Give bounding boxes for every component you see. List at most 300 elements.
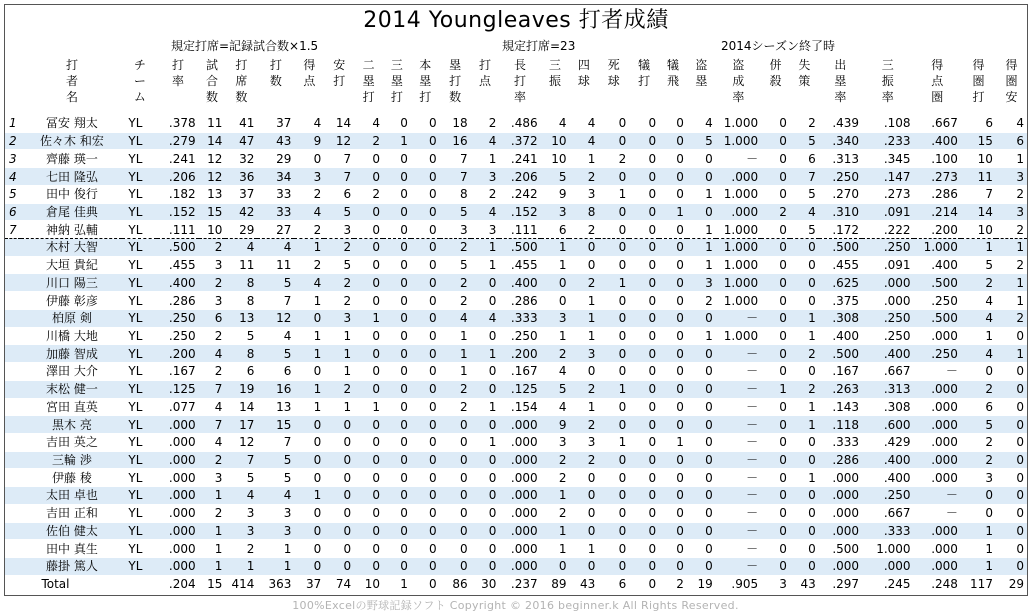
stat-cell: 0 bbox=[411, 398, 440, 416]
stat-cell: 7 bbox=[790, 168, 819, 186]
stat-cell: 0 bbox=[569, 256, 598, 274]
total-cell: 43 bbox=[569, 575, 598, 593]
stat-cell: 0 bbox=[294, 363, 324, 381]
stat-cell: .241 bbox=[499, 150, 540, 168]
stat-cell: 1 bbox=[687, 327, 716, 345]
stat-cell: 0 bbox=[411, 203, 440, 221]
stat-cell: 0 bbox=[996, 416, 1027, 434]
stat-cell: 1.000 bbox=[716, 327, 761, 345]
stat-cell: 4 bbox=[541, 398, 570, 416]
stat-cell: 7 bbox=[225, 451, 257, 469]
stat-cell: .233 bbox=[862, 132, 914, 150]
stat-cell: 3 bbox=[257, 522, 294, 540]
stat-cell: .125 bbox=[157, 380, 198, 398]
stat-cell: 0 bbox=[659, 327, 687, 345]
stat-cell: .200 bbox=[914, 221, 961, 239]
stat-cell: 8 bbox=[225, 345, 257, 363]
stat-cell: 2 bbox=[199, 327, 226, 345]
rank-cell bbox=[5, 239, 21, 257]
stat-cell: 0 bbox=[687, 345, 716, 363]
player-name: 伊藤 稜 bbox=[21, 469, 122, 487]
team-cell: YL bbox=[122, 309, 157, 327]
player-name: 神納 弘輔 bbox=[21, 221, 122, 239]
stat-cell: 47 bbox=[225, 132, 257, 150]
stat-cell: 0 bbox=[354, 540, 383, 558]
stat-cell: 2 bbox=[961, 451, 996, 469]
stat-cell: 9 bbox=[541, 185, 570, 203]
stat-cell: 4 bbox=[569, 115, 598, 132]
stat-cell: 0 bbox=[294, 522, 324, 540]
stat-cell: 1 bbox=[440, 363, 471, 381]
stat-cell: 1 bbox=[961, 239, 996, 257]
stat-cell: 34 bbox=[257, 168, 294, 186]
stat-cell: 4 bbox=[569, 132, 598, 150]
stat-cell: 4 bbox=[961, 345, 996, 363]
stat-cell: 0 bbox=[761, 416, 790, 434]
stat-cell: 1.000 bbox=[716, 132, 761, 150]
stat-cell: 0 bbox=[629, 239, 659, 257]
stat-cell: 43 bbox=[257, 132, 294, 150]
stat-cell: 0 bbox=[411, 433, 440, 451]
stat-cell: 0 bbox=[324, 451, 354, 469]
stat-cell: .000 bbox=[914, 327, 961, 345]
stat-cell: 0 bbox=[383, 327, 411, 345]
stat-cell: 0 bbox=[659, 380, 687, 398]
stat-cell: 2 bbox=[996, 256, 1027, 274]
stat-cell: 0 bbox=[996, 504, 1027, 522]
stat-cell: 0 bbox=[383, 487, 411, 505]
stat-cell: .000 bbox=[716, 203, 761, 221]
rank-cell bbox=[5, 274, 21, 292]
stat-cell: － bbox=[716, 150, 761, 168]
table-row bbox=[5, 504, 1027, 522]
stat-cell: 0 bbox=[383, 150, 411, 168]
total-cell: 2 bbox=[659, 575, 687, 593]
stat-cell: 0 bbox=[761, 274, 790, 292]
stat-cell: 2 bbox=[569, 168, 598, 186]
stat-cell: 0 bbox=[687, 469, 716, 487]
column-header: 出 塁 率 bbox=[834, 58, 847, 104]
page-title: 2014 Youngleaves 打者成績 bbox=[363, 8, 669, 33]
stat-cell: 0 bbox=[996, 363, 1027, 381]
stat-cell: 0 bbox=[659, 557, 687, 575]
stat-cell: 0 bbox=[761, 221, 790, 239]
stat-cell: 3 bbox=[225, 504, 257, 522]
stat-cell: 0 bbox=[659, 239, 687, 257]
stat-cell: 0 bbox=[629, 504, 659, 522]
stat-cell: 33 bbox=[257, 203, 294, 221]
stat-cell: 1 bbox=[961, 327, 996, 345]
stat-cell: 0 bbox=[659, 416, 687, 434]
stat-cell: .263 bbox=[819, 380, 862, 398]
stat-cell: 13 bbox=[257, 398, 294, 416]
stat-cell: 0 bbox=[411, 522, 440, 540]
stat-cell: 4 bbox=[961, 292, 996, 310]
stat-cell: 0 bbox=[411, 239, 440, 257]
stat-cell: 1 bbox=[996, 345, 1027, 363]
stat-cell: 5 bbox=[324, 256, 354, 274]
stat-cell: 8 bbox=[225, 292, 257, 310]
stat-cell: 0 bbox=[471, 363, 500, 381]
stat-cell: 1 bbox=[961, 540, 996, 558]
stat-cell: .667 bbox=[862, 504, 914, 522]
stat-cell: 1 bbox=[199, 487, 226, 505]
stat-cell: .167 bbox=[819, 363, 862, 381]
stat-cell: 0 bbox=[411, 416, 440, 434]
stat-cell: 3 bbox=[324, 221, 354, 239]
stat-cell: 2 bbox=[569, 380, 598, 398]
column-header bbox=[5, 55, 21, 115]
stat-cell: 0 bbox=[411, 309, 440, 327]
stat-cell: 0 bbox=[659, 132, 687, 150]
stat-cell: 0 bbox=[687, 540, 716, 558]
team-cell: YL bbox=[122, 239, 157, 257]
stat-cell: 2 bbox=[294, 256, 324, 274]
stat-cell: 0 bbox=[354, 274, 383, 292]
column-header: 打 席 数 bbox=[235, 58, 248, 104]
stat-cell: － bbox=[716, 363, 761, 381]
stat-cell: 2 bbox=[569, 274, 598, 292]
player-name: 冨安 翔太 bbox=[21, 115, 122, 132]
stat-cell: 0 bbox=[471, 522, 500, 540]
total-cell: .204 bbox=[157, 575, 198, 593]
stat-cell: .000 bbox=[157, 557, 198, 575]
stat-cell: 1 bbox=[541, 256, 570, 274]
total-cell: .297 bbox=[819, 575, 862, 593]
stat-cell: 0 bbox=[354, 256, 383, 274]
stat-cell: 0 bbox=[411, 327, 440, 345]
stat-cell: .273 bbox=[914, 168, 961, 186]
stat-cell: 1 bbox=[687, 221, 716, 239]
stat-cell: 0 bbox=[629, 168, 659, 186]
stat-cell: 0 bbox=[598, 398, 629, 416]
stat-cell: 7 bbox=[440, 150, 471, 168]
stat-cell: 10 bbox=[541, 132, 570, 150]
stat-cell: 1 bbox=[324, 327, 354, 345]
total-cell: 15 bbox=[199, 575, 226, 593]
stat-cell: .400 bbox=[157, 274, 198, 292]
stat-cell: 1 bbox=[294, 398, 324, 416]
stat-cell: .400 bbox=[819, 327, 862, 345]
column-header: 失 策 bbox=[798, 58, 811, 88]
stat-cell: 0 bbox=[996, 451, 1027, 469]
stat-cell: 1 bbox=[199, 557, 226, 575]
team-cell: YL bbox=[122, 168, 157, 186]
rank-cell bbox=[5, 292, 21, 310]
stat-cell: 11 bbox=[961, 168, 996, 186]
stat-cell: 0 bbox=[629, 363, 659, 381]
stat-cell: 2 bbox=[541, 451, 570, 469]
table-row bbox=[5, 185, 1027, 203]
total-cell: 30 bbox=[471, 575, 500, 593]
stat-cell: .000 bbox=[157, 487, 198, 505]
stat-cell: 0 bbox=[354, 380, 383, 398]
stat-cell: 0 bbox=[629, 451, 659, 469]
stat-cell: 0 bbox=[598, 540, 629, 558]
stat-cell: 5 bbox=[225, 469, 257, 487]
total-cell: 6 bbox=[598, 575, 629, 593]
rank-cell bbox=[5, 557, 21, 575]
stat-cell: .000 bbox=[914, 416, 961, 434]
stat-cell: 0 bbox=[687, 416, 716, 434]
stat-cell: 0 bbox=[471, 487, 500, 505]
table-row bbox=[5, 203, 1027, 221]
stat-cell: 0 bbox=[761, 540, 790, 558]
column-header: 四 球 bbox=[577, 58, 590, 88]
stat-cell: .250 bbox=[862, 239, 914, 257]
player-name: 柏原 剣 bbox=[21, 309, 122, 327]
stat-cell: 6 bbox=[790, 150, 819, 168]
stat-cell: 3 bbox=[687, 274, 716, 292]
stat-cell: 0 bbox=[598, 504, 629, 522]
stat-cell: 0 bbox=[294, 557, 324, 575]
stat-cell: .250 bbox=[914, 292, 961, 310]
stat-cell: .273 bbox=[862, 185, 914, 203]
stat-cell: 0 bbox=[294, 540, 324, 558]
stat-cell: 0 bbox=[687, 150, 716, 168]
column-header: 死 球 bbox=[607, 58, 620, 88]
stat-cell: .000 bbox=[499, 557, 540, 575]
stat-cell: 1 bbox=[659, 203, 687, 221]
stat-cell: .250 bbox=[862, 487, 914, 505]
stat-cell: 0 bbox=[961, 487, 996, 505]
stat-cell: .286 bbox=[819, 451, 862, 469]
stat-cell: 1 bbox=[257, 540, 294, 558]
stat-cell: 0 bbox=[324, 433, 354, 451]
rank-cell bbox=[5, 416, 21, 434]
player-name: 加藤 智成 bbox=[21, 345, 122, 363]
stat-cell: 3 bbox=[996, 168, 1027, 186]
column-header: 本 塁 打 bbox=[419, 58, 432, 104]
total-cell: 86 bbox=[440, 575, 471, 593]
stat-cell: 0 bbox=[354, 522, 383, 540]
stat-cell: 1 bbox=[996, 274, 1027, 292]
team-cell: YL bbox=[122, 256, 157, 274]
stat-cell: 1 bbox=[790, 469, 819, 487]
stat-cell: 0 bbox=[687, 504, 716, 522]
stat-cell: 1.000 bbox=[716, 115, 761, 132]
player-name: 澤田 大介 bbox=[21, 363, 122, 381]
stat-cell: 0 bbox=[961, 363, 996, 381]
table-row bbox=[5, 239, 1027, 257]
total-cell bbox=[5, 575, 21, 593]
stat-cell: 0 bbox=[598, 345, 629, 363]
stat-cell: 0 bbox=[294, 309, 324, 327]
stat-cell: 0 bbox=[569, 522, 598, 540]
stat-cell: 1 bbox=[383, 132, 411, 150]
header-row bbox=[5, 55, 1027, 115]
rank-cell: 6 bbox=[5, 203, 21, 221]
player-name: 田中 真生 bbox=[21, 540, 122, 558]
stat-cell: 1 bbox=[569, 327, 598, 345]
stat-cell: 2 bbox=[294, 221, 324, 239]
stat-cell: 0 bbox=[659, 363, 687, 381]
stat-cell: .000 bbox=[819, 469, 862, 487]
stat-cell: 0 bbox=[383, 522, 411, 540]
batting-stats-table bbox=[5, 55, 1027, 593]
stat-cell: 12 bbox=[324, 132, 354, 150]
stat-cell: 0 bbox=[629, 522, 659, 540]
stat-cell: 3 bbox=[199, 469, 226, 487]
team-cell: YL bbox=[122, 185, 157, 203]
stat-cell: 5 bbox=[225, 327, 257, 345]
rank-cell bbox=[5, 433, 21, 451]
stat-cell: .400 bbox=[914, 132, 961, 150]
stat-cell: － bbox=[716, 380, 761, 398]
stat-cell: 0 bbox=[790, 363, 819, 381]
stat-cell: 1 bbox=[996, 150, 1027, 168]
table-row bbox=[5, 487, 1027, 505]
stat-cell: 0 bbox=[411, 150, 440, 168]
total-cell: 10 bbox=[354, 575, 383, 593]
stat-cell: 0 bbox=[471, 469, 500, 487]
stat-cell: 17 bbox=[225, 416, 257, 434]
stat-cell: 2 bbox=[225, 540, 257, 558]
stat-cell: 0 bbox=[761, 168, 790, 186]
stat-cell: 0 bbox=[629, 433, 659, 451]
stat-cell: 7 bbox=[257, 433, 294, 451]
stat-cell: 0 bbox=[440, 522, 471, 540]
stat-cell: 1 bbox=[225, 557, 257, 575]
stat-cell: 4 bbox=[961, 309, 996, 327]
stat-cell: 0 bbox=[761, 398, 790, 416]
stat-cell: 0 bbox=[354, 203, 383, 221]
table-row bbox=[5, 469, 1027, 487]
stat-cell: 1.000 bbox=[716, 185, 761, 203]
stat-cell: .000 bbox=[914, 380, 961, 398]
stat-cell: 8 bbox=[440, 185, 471, 203]
stat-cell: 3 bbox=[569, 345, 598, 363]
stat-cell: 2 bbox=[790, 380, 819, 398]
stat-cell: .147 bbox=[862, 168, 914, 186]
stat-cell: 1 bbox=[569, 540, 598, 558]
player-name: 川橋 大地 bbox=[21, 327, 122, 345]
stat-cell: 0 bbox=[761, 150, 790, 168]
stat-cell: 0 bbox=[659, 115, 687, 132]
stat-cell: .000 bbox=[862, 274, 914, 292]
stat-cell: 0 bbox=[383, 239, 411, 257]
stat-cell: .000 bbox=[914, 522, 961, 540]
stat-cell: 2 bbox=[996, 185, 1027, 203]
stat-cell: 0 bbox=[659, 256, 687, 274]
stat-cell: 0 bbox=[354, 150, 383, 168]
stat-cell: 12 bbox=[199, 150, 226, 168]
stat-cell: .000 bbox=[914, 540, 961, 558]
stat-cell: 1 bbox=[569, 398, 598, 416]
stat-cell: 4 bbox=[225, 239, 257, 257]
stat-cell: 0 bbox=[687, 433, 716, 451]
stat-cell: 4 bbox=[471, 309, 500, 327]
rank-cell bbox=[5, 345, 21, 363]
stat-cell: 5 bbox=[961, 416, 996, 434]
stat-cell: .333 bbox=[499, 309, 540, 327]
stat-cell: 0 bbox=[471, 292, 500, 310]
team-cell: YL bbox=[122, 203, 157, 221]
stat-cell: .091 bbox=[862, 256, 914, 274]
stat-cell: 0 bbox=[354, 292, 383, 310]
stat-cell: － bbox=[914, 487, 961, 505]
stat-cell: 0 bbox=[411, 380, 440, 398]
stat-cell: 1 bbox=[471, 150, 500, 168]
total-cell: 414 bbox=[225, 575, 257, 593]
stat-cell: .372 bbox=[499, 132, 540, 150]
stat-cell: .667 bbox=[862, 363, 914, 381]
stat-cell: 6 bbox=[199, 309, 226, 327]
team-cell: YL bbox=[122, 451, 157, 469]
stat-cell: 4 bbox=[199, 398, 226, 416]
stat-cell: 0 bbox=[629, 309, 659, 327]
stat-cell: 0 bbox=[761, 292, 790, 310]
stat-cell: 0 bbox=[569, 504, 598, 522]
stat-cell: 0 bbox=[687, 522, 716, 540]
stat-cell: 0 bbox=[383, 185, 411, 203]
stat-cell: 0 bbox=[761, 469, 790, 487]
stat-cell: .143 bbox=[819, 398, 862, 416]
stat-cell: .241 bbox=[157, 150, 198, 168]
stat-cell: 0 bbox=[598, 132, 629, 150]
stat-cell: 0 bbox=[629, 469, 659, 487]
stat-cell: － bbox=[716, 504, 761, 522]
stat-cell: 16 bbox=[440, 132, 471, 150]
player-name: 三輪 渉 bbox=[21, 451, 122, 469]
stat-cell: － bbox=[914, 363, 961, 381]
team-cell: YL bbox=[122, 398, 157, 416]
stat-cell: .250 bbox=[862, 327, 914, 345]
stat-cell: 13 bbox=[199, 185, 226, 203]
stat-cell: .625 bbox=[819, 274, 862, 292]
stat-cell: .250 bbox=[157, 309, 198, 327]
stat-cell: .100 bbox=[914, 150, 961, 168]
column-header: 打 率 bbox=[172, 58, 185, 88]
stat-cell: 1 bbox=[790, 398, 819, 416]
stat-cell: .375 bbox=[819, 292, 862, 310]
stat-cell: 29 bbox=[257, 150, 294, 168]
player-name: 佐々木 和宏 bbox=[21, 132, 122, 150]
stat-cell: 0 bbox=[383, 469, 411, 487]
rank-cell: 4 bbox=[5, 168, 21, 186]
stat-cell: .077 bbox=[157, 398, 198, 416]
stat-cell: 19 bbox=[225, 380, 257, 398]
stat-cell: 0 bbox=[411, 256, 440, 274]
team-cell: YL bbox=[122, 292, 157, 310]
stat-cell: 1 bbox=[294, 487, 324, 505]
stat-cell: .455 bbox=[499, 256, 540, 274]
stat-cell: 4 bbox=[790, 203, 819, 221]
stat-cell: 0 bbox=[629, 132, 659, 150]
table-row bbox=[5, 132, 1027, 150]
stat-cell: 1 bbox=[199, 540, 226, 558]
stat-cell: .000 bbox=[499, 469, 540, 487]
column-header: 打 者 名 bbox=[65, 58, 78, 104]
stat-cell: 0 bbox=[790, 557, 819, 575]
stat-cell: 1 bbox=[996, 239, 1027, 257]
stat-cell: .167 bbox=[157, 363, 198, 381]
total-label: Total bbox=[21, 575, 122, 593]
stat-cell: 0 bbox=[761, 256, 790, 274]
stat-cell: 0 bbox=[659, 185, 687, 203]
stat-cell: 0 bbox=[598, 168, 629, 186]
stat-cell: 2 bbox=[541, 504, 570, 522]
stat-cell: 1.000 bbox=[716, 292, 761, 310]
stat-cell: 2 bbox=[440, 398, 471, 416]
stat-cell: 0 bbox=[354, 451, 383, 469]
stat-cell: 1 bbox=[541, 239, 570, 257]
player-name: 黒木 亮 bbox=[21, 416, 122, 434]
stat-cell: 0 bbox=[383, 398, 411, 416]
player-name: 宮田 直英 bbox=[21, 398, 122, 416]
stat-cell: 1 bbox=[541, 327, 570, 345]
stat-cell: 1 bbox=[324, 345, 354, 363]
